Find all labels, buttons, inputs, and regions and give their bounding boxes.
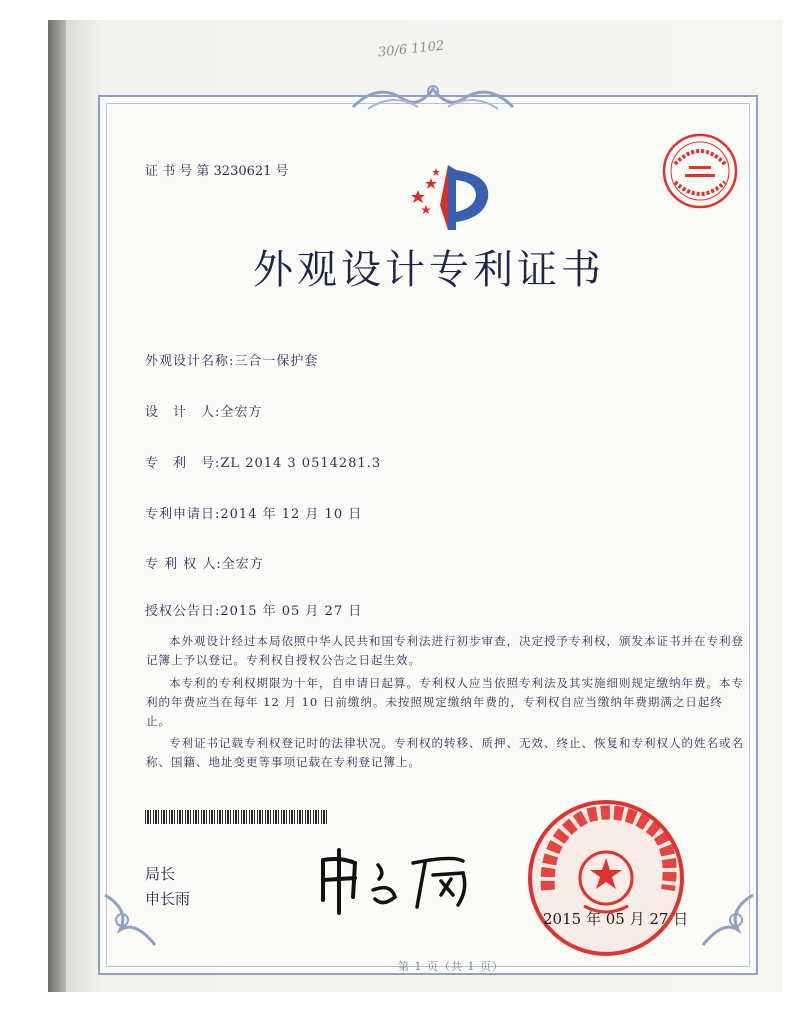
corner-ornament-icon — [698, 890, 758, 950]
director-name: 申长雨 — [145, 890, 191, 908]
field-value: 2015 年 05 月 27 日 — [220, 604, 363, 619]
field-value: ZL 2014 3 0514281.3 — [220, 456, 382, 471]
scan-edge-shadow — [48, 20, 66, 992]
barcode — [145, 810, 328, 824]
field-application-date — [145, 503, 362, 522]
field-label: 授权公告日: — [145, 604, 221, 619]
field-patent-number — [145, 452, 381, 471]
official-seal-icon — [526, 798, 689, 958]
field-value: 2014 年 12 月 10 日 — [220, 507, 363, 522]
field-value: 全宏方 — [221, 557, 264, 572]
tax-stamp-seal-icon — [661, 132, 739, 210]
field-patentee — [145, 553, 264, 572]
field-label: 专 利 号: — [145, 456, 221, 471]
field-label: 外观设计名称: — [145, 354, 235, 369]
seal-date: 2015 年 05 月 27 日 — [543, 910, 689, 928]
certificate-number: 证 书 号 第 3230621 号 — [145, 164, 289, 179]
page-footer: 第 1 页（共 1 页） — [398, 960, 504, 973]
handwritten-signature-icon — [313, 845, 493, 915]
body-paragraph: 本专利的专利权期限为十年，自申请日起算。专利权人应当依照专利法及其实施细则规定缴纳年费。本专利的年费应当在每年 12 月 10 日前缴纳。未按照规定缴纳年费的，专利权自应当缴纳年费期满之日起终止。 — [146, 676, 744, 728]
director-title: 局长 — [145, 865, 176, 883]
field-label: 专 利 权 人: — [145, 557, 222, 572]
field-value: 全宏方 — [220, 405, 263, 420]
scanned-page — [48, 20, 783, 992]
field-label: 专利申请日: — [145, 507, 221, 522]
body-paragraph: 本外观设计经过本局依照中华人民共和国专利法进行初步审查，决定授予专利权，颁发本证书并在专利登记簿上予以登记。专利权自授权公告之日起生效。 — [146, 634, 744, 667]
field-grant-date — [145, 600, 362, 619]
field-value: 三合一保护套 — [234, 354, 319, 369]
body-paragraph: 专利证书记载专利权登记时的法律状况。专利权的转移、质押、无效、终止、恢复和专利权人的姓名或名称、国籍、地址变更等事项记载在专利登记簿上。 — [146, 736, 744, 769]
handwritten-note: 30/6 1102 — [377, 38, 446, 61]
header-ornament-icon — [348, 77, 518, 117]
field-label: 设 计 人: — [145, 405, 221, 420]
field-designer — [145, 401, 262, 420]
sipo-logo-icon — [406, 160, 496, 235]
field-design-name — [145, 350, 318, 369]
certificate-title: 外观设计专利证书 — [253, 247, 605, 293]
